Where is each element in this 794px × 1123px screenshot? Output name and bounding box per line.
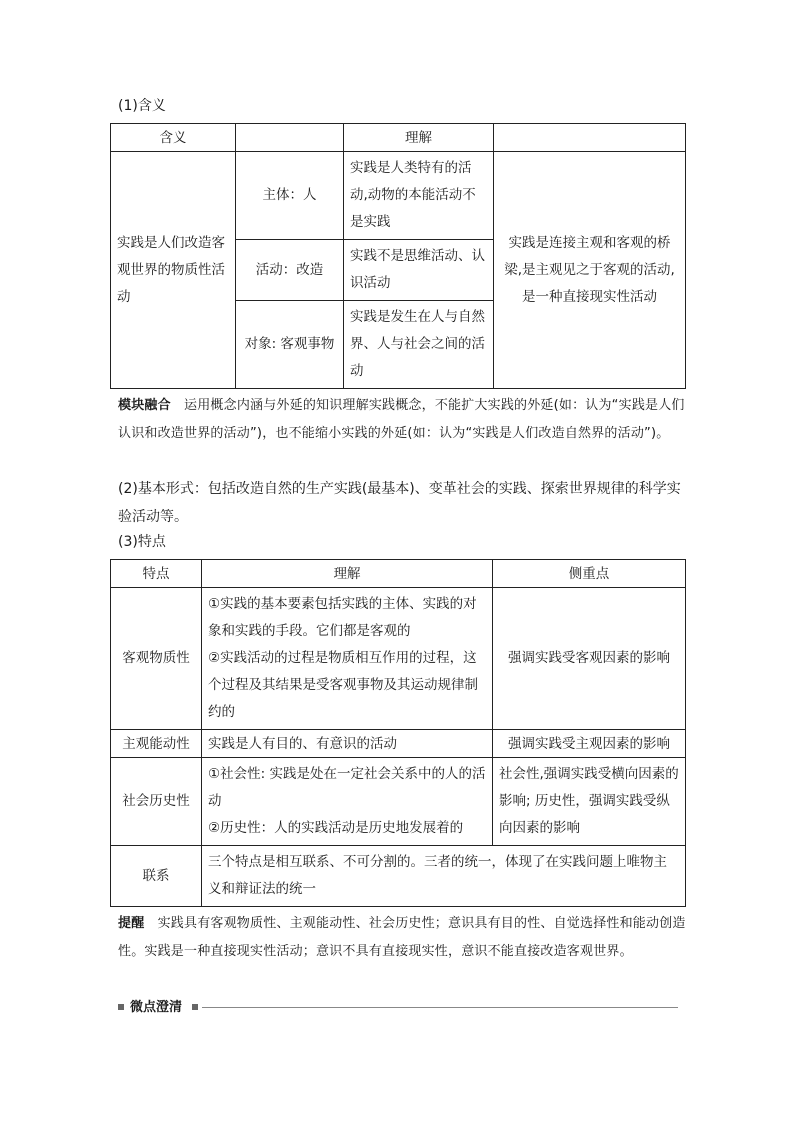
section-divider [202, 1007, 678, 1008]
feature-link: 联系 [111, 846, 202, 907]
section1-heading: (1)含义 [118, 98, 166, 114]
header-empty [236, 124, 344, 152]
focus-subjective: 强调实践受主观因素的影响 [493, 730, 686, 758]
header-understanding: 理解 [344, 124, 494, 152]
aspect-subject: 主体：人 [236, 152, 344, 240]
features-table [110, 559, 686, 907]
header-empty-2 [494, 124, 686, 152]
module-note [118, 392, 686, 448]
basic-forms-paragraph: (2)基本形式：包括改造自然的生产实践(最基本)、变革社会的实践、探索世界规律的科学实验活动等。 [118, 481, 681, 525]
feature-objective: 客观物质性 [111, 588, 202, 730]
meaning-table [110, 123, 686, 389]
aspect-activity: 活动：改造 [236, 240, 344, 301]
feature-subjective: 主观能动性 [111, 730, 202, 758]
module-note-text: 运用概念内涵与外延的知识理解实践概念，不能扩大实践的外延(如：认为“实践是人们认识和改造世界的活动”)，也不能缩小实践的外延(如：认为“实践是人们改造自然界的活动”)。 [118, 398, 685, 441]
module-note-label: 模块融合 [118, 398, 171, 413]
understanding-activity: 实践不是思维活动、认识活动 [344, 240, 494, 301]
definition-cell: 实践是人们改造客观世界的物质性活动 [111, 152, 236, 389]
focus-objective: 强调实践受客观因素的影响 [493, 588, 686, 730]
header-focus: 侧重点 [493, 560, 686, 588]
understanding-object: 实践是发生在人与自然界、人与社会之间的活动 [344, 301, 494, 389]
link-text: 三个特点是相互联系、不可分割的。三者的统一，体现了在实践问题上唯物主义和辩证法的统一 [202, 846, 686, 907]
section-title: 微点澄清 [130, 1000, 183, 1015]
section3-heading: (3)特点 [118, 534, 166, 550]
aspect-object: 对象: 客观事物 [236, 301, 344, 389]
reminder-text: 实践具有客观物质性、主观能动性、社会历史性；意识具有目的性、自觉选择性和能动创造性。实践是一种直接现实性活动；意识不具有直接现实性，意识不能直接改造客观世界。 [118, 916, 686, 959]
header-feature: 特点 [111, 560, 202, 588]
understanding-subject: 实践是人类特有的活动,动物的本能活动不是实践 [344, 152, 494, 240]
header-understanding: 理解 [202, 560, 493, 588]
section-square-icon-right [192, 1004, 198, 1010]
reminder-label: 提醒 [118, 916, 145, 931]
summary-cell: 实践是连接主观和客观的桥梁,是主观见之于客观的活动,是一种直接现实性活动 [494, 152, 686, 389]
micro-clarify-section-bar [118, 998, 678, 1018]
understanding-objective: ①实践的基本要素包括实践的主体、实践的对象和实践的手段。它们都是客观的 ②实践活动的过程是物质相互作用的过程，这个过程及其结果是受客观事物及其运动规律制约的 [202, 588, 493, 730]
focus-social-historical: 社会性,强调实践受横向因素的影响; 历史性，强调实践受纵向因素的影响 [493, 758, 686, 846]
header-meaning: 含义 [111, 124, 236, 152]
understanding-social-historical: ①社会性: 实践是处在一定社会关系中的人的活动 ②历史性：人的实践活动是历史地发展着的 [202, 758, 493, 846]
understanding-subjective: 实践是人有目的、有意识的活动 [202, 730, 493, 758]
section-square-icon [118, 1004, 124, 1010]
feature-social-historical: 社会历史性 [111, 758, 202, 846]
reminder-note [118, 910, 686, 966]
